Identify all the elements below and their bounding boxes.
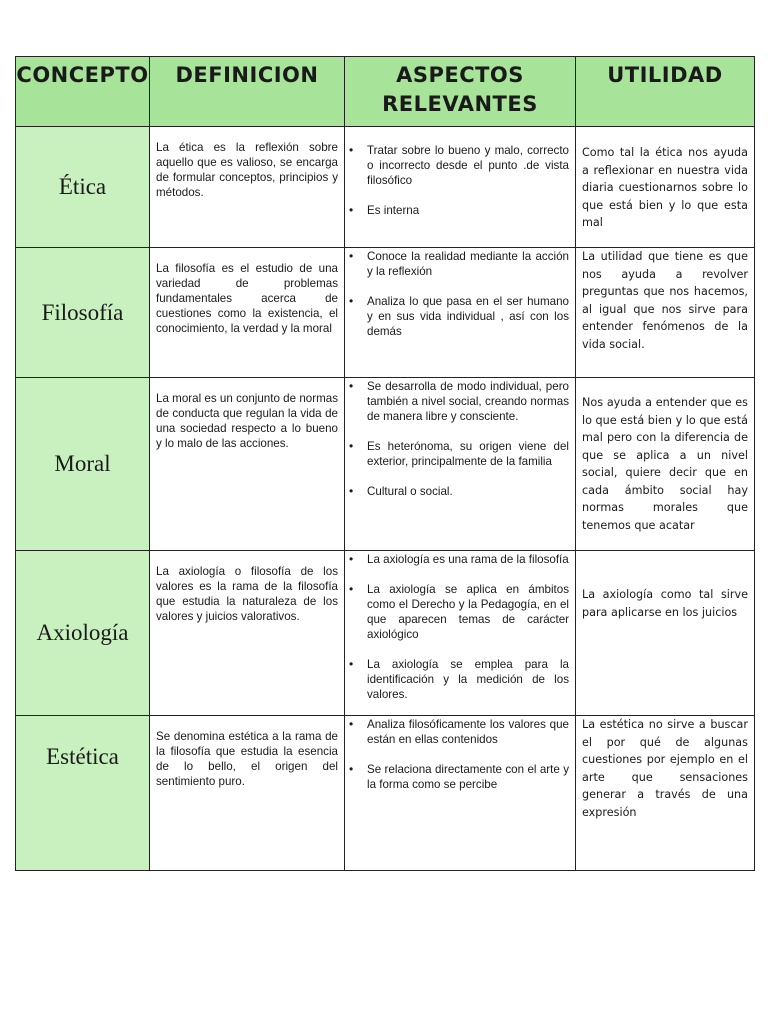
- header-definicion: DEFINICION: [150, 57, 345, 127]
- header-row: [16, 57, 755, 127]
- utility-text: Como tal la ética nos ayuda a reflexionar en nuestra vida diaria cuestionarnos sobre lo que está bien y lo que esta mal: [582, 146, 748, 229]
- header-utilidad: UTILIDAD: [576, 57, 755, 127]
- aspects-cell: [345, 716, 576, 871]
- concept-cell: [16, 716, 150, 871]
- aspect-item: • Analiza filosóficamente los valores que están en ellas contenidos: [367, 717, 569, 747]
- header-aspectos: ASPECTOS RELEVANTES: [345, 57, 576, 127]
- aspect-item: • La axiología se aplica en ámbitos como el Derecho y la Pedagogía, en el que aparecen temas de carácter axiológico: [367, 582, 569, 642]
- aspect-item: • Se desarrolla de modo individual, pero también a nivel social, creando normas de manera libre y consciente.: [367, 379, 569, 424]
- table-row: [16, 378, 755, 551]
- aspect-item: • La axiología se emplea para la identificación y la medición de los valores.: [367, 657, 569, 702]
- concept-name: Estética: [46, 744, 119, 769]
- utility-text: La estética no sirve a buscar el por qué de algunas cuestiones por ejemplo en el arte que sensaciones generar a través de una expresión: [582, 718, 748, 819]
- aspect-item: • Cultural o social.: [367, 484, 569, 499]
- definition-text: La ética es la reflexión sobre aquello que es valioso, se encarga de formular conceptos, principios y métodos.: [156, 141, 338, 199]
- aspects-list: [345, 378, 575, 499]
- concept-cell: [16, 127, 150, 248]
- definition-text: Se denomina estética a la rama de la filosofía que estudia la esencia de lo bello, el origen del sentimiento puro.: [156, 730, 338, 788]
- table-row: [16, 551, 755, 716]
- concept-cell: [16, 378, 150, 551]
- aspect-item: • Analiza lo que pasa en el ser humano y en sus vida individual , así con los demás: [367, 294, 569, 339]
- definition-text: La moral es un conjunto de normas de conducta que regulan la vida de una sociedad respecto a lo bueno y lo malo de las acciones.: [156, 392, 338, 450]
- definition-text: La filosofía es el estudio de una variedad de problemas fundamentales acerca de cuestiones como la existencia, el conocimiento, la verdad y la moral: [156, 262, 338, 335]
- utility-cell: [576, 248, 755, 378]
- definition-cell: [150, 378, 345, 551]
- aspects-cell: [345, 378, 576, 551]
- concept-cell: [16, 248, 150, 378]
- aspects-list: [345, 551, 575, 702]
- utility-text: La utilidad que tiene es que nos ayuda a revolver preguntas que nos hacemos, al igual que nos sirve para entender fenómenos de la vida social.: [582, 250, 748, 351]
- aspect-item: • Es heterónoma, su origen viene del exterior, principalmente de la familia: [367, 439, 569, 469]
- concept-name: Filosofía: [41, 299, 124, 325]
- utility-cell: [576, 127, 755, 248]
- concept-name: Ética: [58, 174, 107, 199]
- table-row: [16, 248, 755, 378]
- aspect-item: • Tratar sobre lo bueno y malo, correcto o incorrecto desde el punto .de vista filosófico: [367, 143, 569, 188]
- definition-cell: [150, 551, 345, 716]
- utility-cell: [576, 378, 755, 551]
- definition-cell: [150, 248, 345, 378]
- aspect-item: • La axiología es una rama de la filosofía: [367, 552, 569, 567]
- concept-cell: [16, 551, 150, 716]
- concept-name: Axiología: [36, 620, 129, 645]
- aspects-cell: [345, 127, 576, 248]
- aspects-cell: [345, 551, 576, 716]
- aspect-item: • Se relaciona directamente con el arte y la forma como se percibe: [367, 762, 569, 792]
- utility-cell: [576, 716, 755, 871]
- aspects-list: [345, 716, 575, 792]
- table-row: [16, 127, 755, 248]
- definition-cell: [150, 127, 345, 248]
- aspects-list: [345, 127, 575, 218]
- utility-text: La axiología como tal sirve para aplicarse en los juicios: [582, 588, 748, 619]
- header-concepto: CONCEPTO: [16, 57, 150, 127]
- utility-cell: [576, 551, 755, 716]
- aspect-item: • Es interna: [367, 203, 569, 218]
- utility-text: Nos ayuda a entender que es lo que está bien y lo que está mal pero con la diferencia de que se aplica a un nivel social, quiere decir que en cada ámbito social hay normas morales que tenemos que acatar: [582, 396, 748, 532]
- aspect-item: • Conoce la realidad mediante la acción y la reflexión: [367, 249, 569, 279]
- definition-cell: [150, 716, 345, 871]
- aspects-list: [345, 248, 575, 339]
- concepts-table: [15, 56, 755, 871]
- table-row: [16, 716, 755, 871]
- definition-text: La axiología o filosofía de los valores es la rama de la filosofía que estudia la naturaleza de los valores y juicios valorativos.: [156, 565, 338, 623]
- aspects-cell: [345, 248, 576, 378]
- concept-name: Moral: [54, 451, 111, 476]
